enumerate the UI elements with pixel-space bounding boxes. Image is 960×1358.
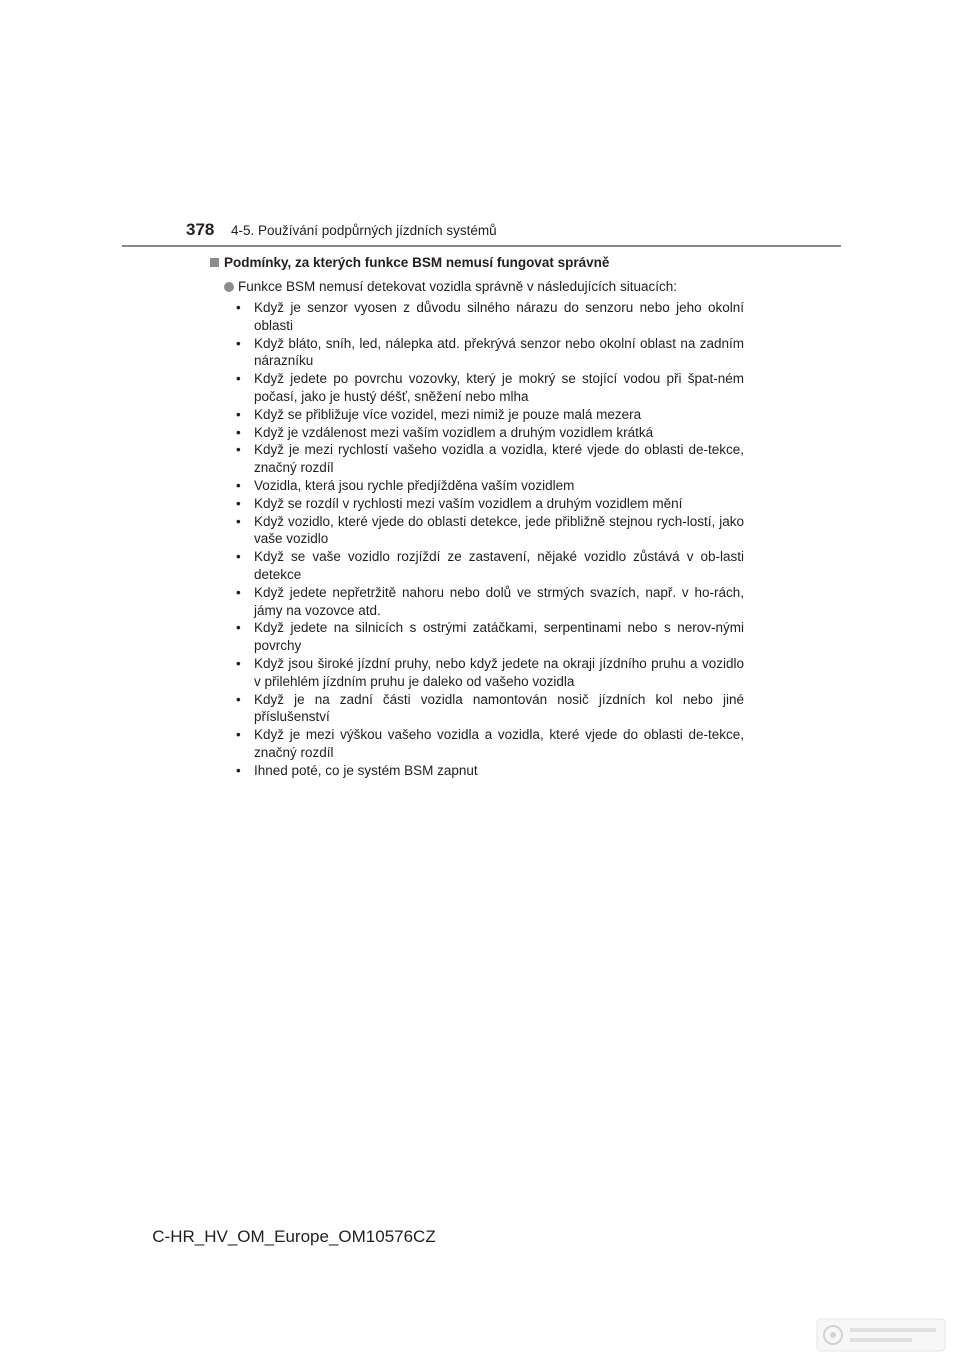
list-item — [236, 424, 744, 442]
bullet-dot-icon: • — [236, 655, 241, 671]
intro-paragraph — [224, 278, 677, 296]
list-item-text: Když jedete na silnicích s ostrými zatáčkami, serpentinami nebo s nerov-nými povrchy — [254, 620, 744, 654]
conditions-list — [236, 299, 744, 780]
list-item — [236, 513, 744, 549]
list-item — [236, 441, 744, 477]
list-item-text: Když bláto, sníh, led, nálepka atd. překrývá senzor nebo okolní oblast na zadním nárazníku — [254, 335, 744, 369]
square-bullet-icon — [210, 258, 219, 267]
list-item-text: Když je senzor vyosen z důvodu silného nárazu do senzoru nebo jeho okolní oblasti — [254, 300, 744, 333]
list-item-text: Ihned poté, co je systém BSM zapnut — [254, 762, 478, 778]
list-item-text: Když jedete nepřetržitě nahoru nebo dolů ve strmých svazích, např. v ho-rách, jámy na vozovce atd. — [254, 584, 744, 618]
list-item — [236, 299, 744, 335]
list-item-text: Když jsou široké jízdní pruhy, nebo když jedete na okraji jízdního pruhu a vozidlo v přilehlém jízdním pruhu je daleko od vašeho vozidla — [254, 655, 744, 689]
list-item-text: Když se přibližuje více vozidel, mezi nimiž je pouze malá mezera — [254, 406, 642, 422]
bullet-dot-icon: • — [236, 584, 241, 600]
list-item — [236, 726, 744, 762]
bullet-dot-icon: • — [236, 442, 241, 458]
header-divider — [122, 245, 841, 247]
list-item — [236, 691, 744, 727]
list-item — [236, 619, 744, 655]
list-item-text: Když je mezi rychlostí vašeho vozidla a vozidla, které vjede do oblasti de-tekce, značný rozdíl — [254, 442, 744, 476]
bullet-dot-icon: • — [236, 549, 241, 565]
list-item-text: Když vozidlo, které vjede do oblasti detekce, jede přibližně stejnou rych-lostí, jako vaše vozidlo — [254, 513, 744, 547]
bullet-dot-icon: • — [236, 371, 241, 387]
list-item-text: Když se vaše vozidlo rozjíždí ze zastavení, nějaké vozidlo zůstává v ob-lasti detekce — [254, 549, 744, 582]
list-item-text: Když je vzdálenost mezi vaším vozidlem a druhým vozidlem krátká — [254, 424, 654, 440]
bullet-dot-icon: • — [236, 406, 241, 422]
list-item — [236, 495, 744, 513]
bullet-dot-icon: • — [236, 335, 241, 351]
section-heading — [210, 254, 609, 272]
bullet-dot-icon: • — [236, 727, 241, 743]
list-item — [236, 762, 744, 780]
bullet-dot-icon: • — [236, 762, 241, 778]
bullet-dot-icon: • — [236, 495, 241, 511]
bullet-dot-icon: • — [236, 477, 241, 493]
section-heading-text: Podmínky, za kterých funkce BSM nemusí fungovat správně — [224, 255, 610, 270]
circle-bullet-icon — [224, 282, 234, 292]
list-item — [236, 477, 744, 495]
list-item — [236, 406, 744, 424]
bullet-dot-icon: • — [236, 691, 241, 707]
page-number: 378 — [186, 220, 215, 239]
intro-text: Funkce BSM nemusí detekovat vozidla správně v následujících situacích: — [238, 279, 677, 294]
list-item — [236, 655, 744, 691]
footer — [0, 1227, 960, 1247]
list-item-text: Vozidla, která jsou rychle předjížděna vaším vozidlem — [254, 477, 575, 493]
list-item — [236, 584, 744, 620]
list-item-text: Když je na zadní části vozidla namontován nosič jízdních kol nebo jiné příslušenství — [254, 691, 744, 725]
bullet-dot-icon: • — [236, 513, 241, 529]
chapter-title: 4-5. Používání podpůrných jízdních systémů — [231, 223, 497, 238]
list-item-text: Když je mezi výškou vašeho vozidla a vozidla, které vjede do oblasti de-tekce, značný rozdíl — [254, 727, 744, 760]
list-item — [236, 548, 744, 584]
document-code: C-HR_HV_OM_Europe_OM10576CZ — [152, 1227, 436, 1246]
bullet-dot-icon: • — [236, 620, 241, 636]
bullet-dot-icon: • — [236, 300, 241, 315]
list-item — [236, 335, 744, 371]
list-item — [236, 370, 744, 406]
list-item-text: Když jedete po povrchu vozovky, který je mokrý se stojící vodou při špat-ném počasí, jako je hustý déšť, sněžení nebo mlha — [254, 371, 744, 404]
bullet-dot-icon: • — [236, 424, 241, 440]
watermark-logo-icon — [816, 1318, 946, 1352]
list-item-text: Když se rozdíl v rychlosti mezi vaším vozidlem a druhým vozidlem mění — [254, 495, 683, 511]
